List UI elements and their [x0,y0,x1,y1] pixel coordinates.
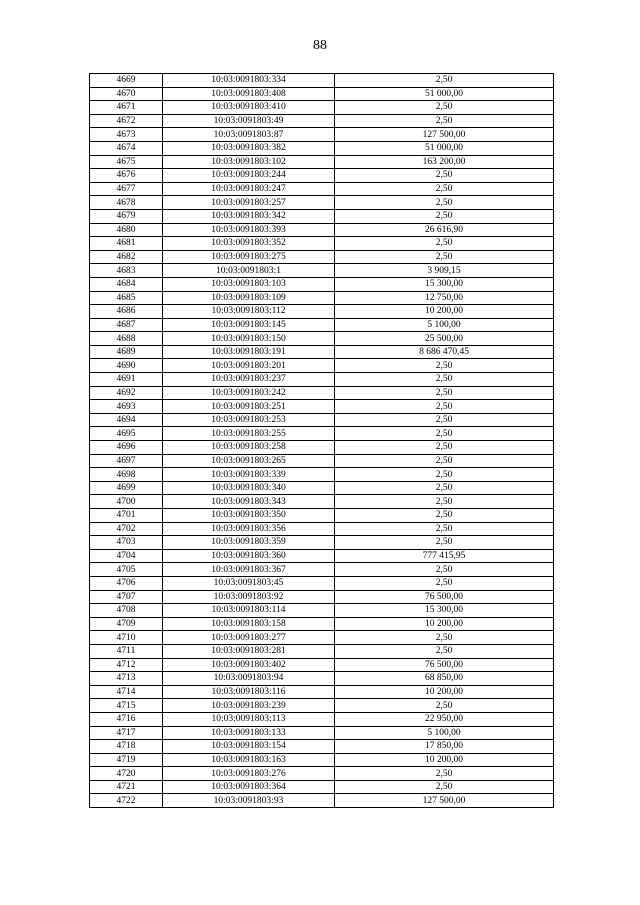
value-cell: 15 300,00 [335,277,554,291]
row-number-cell: 4718 [90,740,163,754]
table-row [90,780,554,794]
value-cell: 26 616,90 [335,223,554,237]
cadastral-number-cell: 10:03:0091803:242 [163,386,335,400]
value-cell: 2,50 [335,386,554,400]
value-cell: 2,50 [335,373,554,387]
row-number-cell: 4702 [90,522,163,536]
value-cell: 2,50 [335,509,554,523]
row-number-cell: 4710 [90,631,163,645]
row-number-cell: 4695 [90,427,163,441]
value-cell: 76 500,00 [335,590,554,604]
value-cell: 2,50 [335,209,554,223]
value-cell: 777 415,95 [335,549,554,563]
table-row [90,712,554,726]
row-number-cell: 4689 [90,345,163,359]
cadastral-number-cell: 10:03:0091803:109 [163,291,335,305]
row-number-cell: 4688 [90,332,163,346]
value-cell: 2,50 [335,536,554,550]
table-row [90,644,554,658]
cadastral-number-cell: 10:03:0091803:356 [163,522,335,536]
value-cell: 76 500,00 [335,658,554,672]
cadastral-number-cell: 10:03:0091803:113 [163,712,335,726]
row-number-cell: 4701 [90,509,163,523]
value-cell: 5 100,00 [335,726,554,740]
cadastral-number-cell: 10:03:0091803:49 [163,114,335,128]
table-row [90,114,554,128]
table-row [90,209,554,223]
table-row [90,87,554,101]
table-row [90,128,554,142]
cadastral-number-cell: 10:03:0091803:191 [163,345,335,359]
value-cell: 2,50 [335,780,554,794]
table-row [90,549,554,563]
cadastral-number-cell: 10:03:0091803:334 [163,74,335,88]
cadastral-number-cell: 10:03:0091803:239 [163,699,335,713]
table-row [90,141,554,155]
table-row [90,305,554,319]
row-number-cell: 4721 [90,780,163,794]
table-row [90,590,554,604]
value-cell: 12 750,00 [335,291,554,305]
table-row [90,495,554,509]
row-number-cell: 4705 [90,563,163,577]
value-cell: 25 500,00 [335,332,554,346]
table-row [90,169,554,183]
value-cell: 2,50 [335,237,554,251]
cadastral-number-cell: 10:03:0091803:276 [163,767,335,781]
table-row [90,454,554,468]
row-number-cell: 4716 [90,712,163,726]
table-row [90,182,554,196]
row-number-cell: 4682 [90,250,163,264]
row-number-cell: 4707 [90,590,163,604]
table-row [90,318,554,332]
row-number-cell: 4681 [90,237,163,251]
row-number-cell: 4684 [90,277,163,291]
value-cell: 2,50 [335,644,554,658]
row-number-cell: 4691 [90,373,163,387]
row-number-cell: 4720 [90,767,163,781]
value-cell: 10 200,00 [335,753,554,767]
table-row [90,237,554,251]
value-cell: 15 300,00 [335,604,554,618]
cadastral-number-cell: 10:03:0091803:255 [163,427,335,441]
row-number-cell: 4706 [90,576,163,590]
table-row [90,576,554,590]
table-row [90,373,554,387]
value-cell: 22 950,00 [335,712,554,726]
value-cell: 2,50 [335,196,554,210]
cadastral-number-cell: 10:03:0091803:265 [163,454,335,468]
table-row [90,536,554,550]
value-cell: 5 100,00 [335,318,554,332]
table-row [90,726,554,740]
row-number-cell: 4697 [90,454,163,468]
row-number-cell: 4711 [90,644,163,658]
table-row [90,699,554,713]
row-number-cell: 4722 [90,794,163,808]
table-row [90,509,554,523]
cadastral-number-cell: 10:03:0091803:93 [163,794,335,808]
row-number-cell: 4685 [90,291,163,305]
row-number-cell: 4719 [90,753,163,767]
row-number-cell: 4674 [90,141,163,155]
value-cell: 2,50 [335,495,554,509]
value-cell: 2,50 [335,182,554,196]
cadastral-number-cell: 10:03:0091803:133 [163,726,335,740]
cadastral-number-cell: 10:03:0091803:382 [163,141,335,155]
row-number-cell: 4703 [90,536,163,550]
value-cell: 2,50 [335,522,554,536]
cadastral-number-cell: 10:03:0091803:393 [163,223,335,237]
table-row [90,332,554,346]
row-number-cell: 4686 [90,305,163,319]
value-cell: 2,50 [335,563,554,577]
value-cell: 2,50 [335,250,554,264]
value-cell: 2,50 [335,631,554,645]
table-row [90,441,554,455]
table-row [90,101,554,115]
value-cell: 127 500,00 [335,128,554,142]
row-number-cell: 4715 [90,699,163,713]
value-cell: 2,50 [335,74,554,88]
table-row [90,658,554,672]
table-row [90,386,554,400]
cadastral-number-cell: 10:03:0091803:350 [163,509,335,523]
row-number-cell: 4704 [90,549,163,563]
cadastral-number-cell: 10:03:0091803:87 [163,128,335,142]
value-cell: 2,50 [335,427,554,441]
table-row [90,74,554,88]
cadastral-number-cell: 10:03:0091803:253 [163,413,335,427]
value-cell: 68 850,00 [335,672,554,686]
row-number-cell: 4700 [90,495,163,509]
table-row [90,753,554,767]
cadastral-number-cell: 10:03:0091803:277 [163,631,335,645]
cadastral-number-cell: 10:03:0091803:112 [163,305,335,319]
row-number-cell: 4669 [90,74,163,88]
cadastral-number-cell: 10:03:0091803:410 [163,101,335,115]
table-row [90,794,554,808]
table-row [90,345,554,359]
cadastral-number-cell: 10:03:0091803:1 [163,264,335,278]
row-number-cell: 4671 [90,101,163,115]
value-cell: 8 686 470,45 [335,345,554,359]
table-row [90,427,554,441]
table-row [90,400,554,414]
row-number-cell: 4677 [90,182,163,196]
table-row [90,155,554,169]
value-cell: 163 200,00 [335,155,554,169]
table-row [90,264,554,278]
row-number-cell: 4690 [90,359,163,373]
cadastral-number-cell: 10:03:0091803:237 [163,373,335,387]
table-row [90,767,554,781]
cadastral-number-cell: 10:03:0091803:145 [163,318,335,332]
value-cell: 10 200,00 [335,617,554,631]
row-number-cell: 4698 [90,468,163,482]
row-number-cell: 4672 [90,114,163,128]
cadastral-number-cell: 10:03:0091803:258 [163,441,335,455]
value-cell: 2,50 [335,359,554,373]
table-row [90,291,554,305]
table-row [90,223,554,237]
page-number: 88 [313,38,327,53]
table-row [90,522,554,536]
value-cell: 51 000,00 [335,141,554,155]
cadastral-number-cell: 10:03:0091803:114 [163,604,335,618]
value-cell: 2,50 [335,169,554,183]
cadastral-number-cell: 10:03:0091803:340 [163,481,335,495]
value-cell: 2,50 [335,767,554,781]
table-row [90,672,554,686]
row-number-cell: 4696 [90,441,163,455]
table-row [90,685,554,699]
value-cell: 2,50 [335,400,554,414]
cadastral-number-cell: 10:03:0091803:342 [163,209,335,223]
row-number-cell: 4679 [90,209,163,223]
cadastral-number-cell: 10:03:0091803:359 [163,536,335,550]
cadastral-number-cell: 10:03:0091803:102 [163,155,335,169]
value-cell: 2,50 [335,114,554,128]
row-number-cell: 4717 [90,726,163,740]
table-body [90,74,554,808]
cadastral-number-cell: 10:03:0091803:402 [163,658,335,672]
row-number-cell: 4709 [90,617,163,631]
cadastral-number-cell: 10:03:0091803:154 [163,740,335,754]
value-cell: 51 000,00 [335,87,554,101]
cadastral-number-cell: 10:03:0091803:343 [163,495,335,509]
cadastral-number-cell: 10:03:0091803:339 [163,468,335,482]
value-cell: 2,50 [335,576,554,590]
table-row [90,468,554,482]
value-cell: 127 500,00 [335,794,554,808]
row-number-cell: 4693 [90,400,163,414]
cadastral-number-cell: 10:03:0091803:275 [163,250,335,264]
cadastral-number-cell: 10:03:0091803:360 [163,549,335,563]
cadastral-number-cell: 10:03:0091803:163 [163,753,335,767]
row-number-cell: 4683 [90,264,163,278]
row-number-cell: 4680 [90,223,163,237]
row-number-cell: 4708 [90,604,163,618]
cadastral-number-cell: 10:03:0091803:244 [163,169,335,183]
table-row [90,413,554,427]
cadastral-number-cell: 10:03:0091803:364 [163,780,335,794]
cadastral-number-cell: 10:03:0091803:92 [163,590,335,604]
value-cell: 17 850,00 [335,740,554,754]
table-row [90,277,554,291]
row-number-cell: 4673 [90,128,163,142]
cadastral-number-cell: 10:03:0091803:201 [163,359,335,373]
value-cell: 2,50 [335,699,554,713]
value-cell: 10 200,00 [335,685,554,699]
row-number-cell: 4694 [90,413,163,427]
cadastral-number-cell: 10:03:0091803:247 [163,182,335,196]
row-number-cell: 4678 [90,196,163,210]
cadastral-number-cell: 10:03:0091803:251 [163,400,335,414]
table-row [90,359,554,373]
value-cell: 2,50 [335,454,554,468]
row-number-cell: 4692 [90,386,163,400]
value-cell: 2,50 [335,481,554,495]
row-number-cell: 4675 [90,155,163,169]
cadastral-number-cell: 10:03:0091803:257 [163,196,335,210]
cadastral-number-cell: 10:03:0091803:408 [163,87,335,101]
table-row [90,740,554,754]
value-cell: 2,50 [335,468,554,482]
table-row [90,604,554,618]
value-cell: 3 909,15 [335,264,554,278]
cadastral-number-cell: 10:03:0091803:103 [163,277,335,291]
cadastral-number-cell: 10:03:0091803:158 [163,617,335,631]
row-number-cell: 4712 [90,658,163,672]
row-number-cell: 4687 [90,318,163,332]
table-row [90,631,554,645]
cadastral-number-cell: 10:03:0091803:367 [163,563,335,577]
cadastral-table [89,73,554,808]
row-number-cell: 4714 [90,685,163,699]
table-row [90,617,554,631]
row-number-cell: 4670 [90,87,163,101]
cadastral-number-cell: 10:03:0091803:281 [163,644,335,658]
table-row [90,563,554,577]
value-cell: 10 200,00 [335,305,554,319]
row-number-cell: 4676 [90,169,163,183]
table-row [90,481,554,495]
table-row [90,196,554,210]
value-cell: 2,50 [335,101,554,115]
table-row [90,250,554,264]
cadastral-number-cell: 10:03:0091803:352 [163,237,335,251]
cadastral-number-cell: 10:03:0091803:150 [163,332,335,346]
value-cell: 2,50 [335,441,554,455]
cadastral-number-cell: 10:03:0091803:116 [163,685,335,699]
cadastral-number-cell: 10:03:0091803:45 [163,576,335,590]
value-cell: 2,50 [335,413,554,427]
row-number-cell: 4699 [90,481,163,495]
cadastral-number-cell: 10:03:0091803:94 [163,672,335,686]
row-number-cell: 4713 [90,672,163,686]
